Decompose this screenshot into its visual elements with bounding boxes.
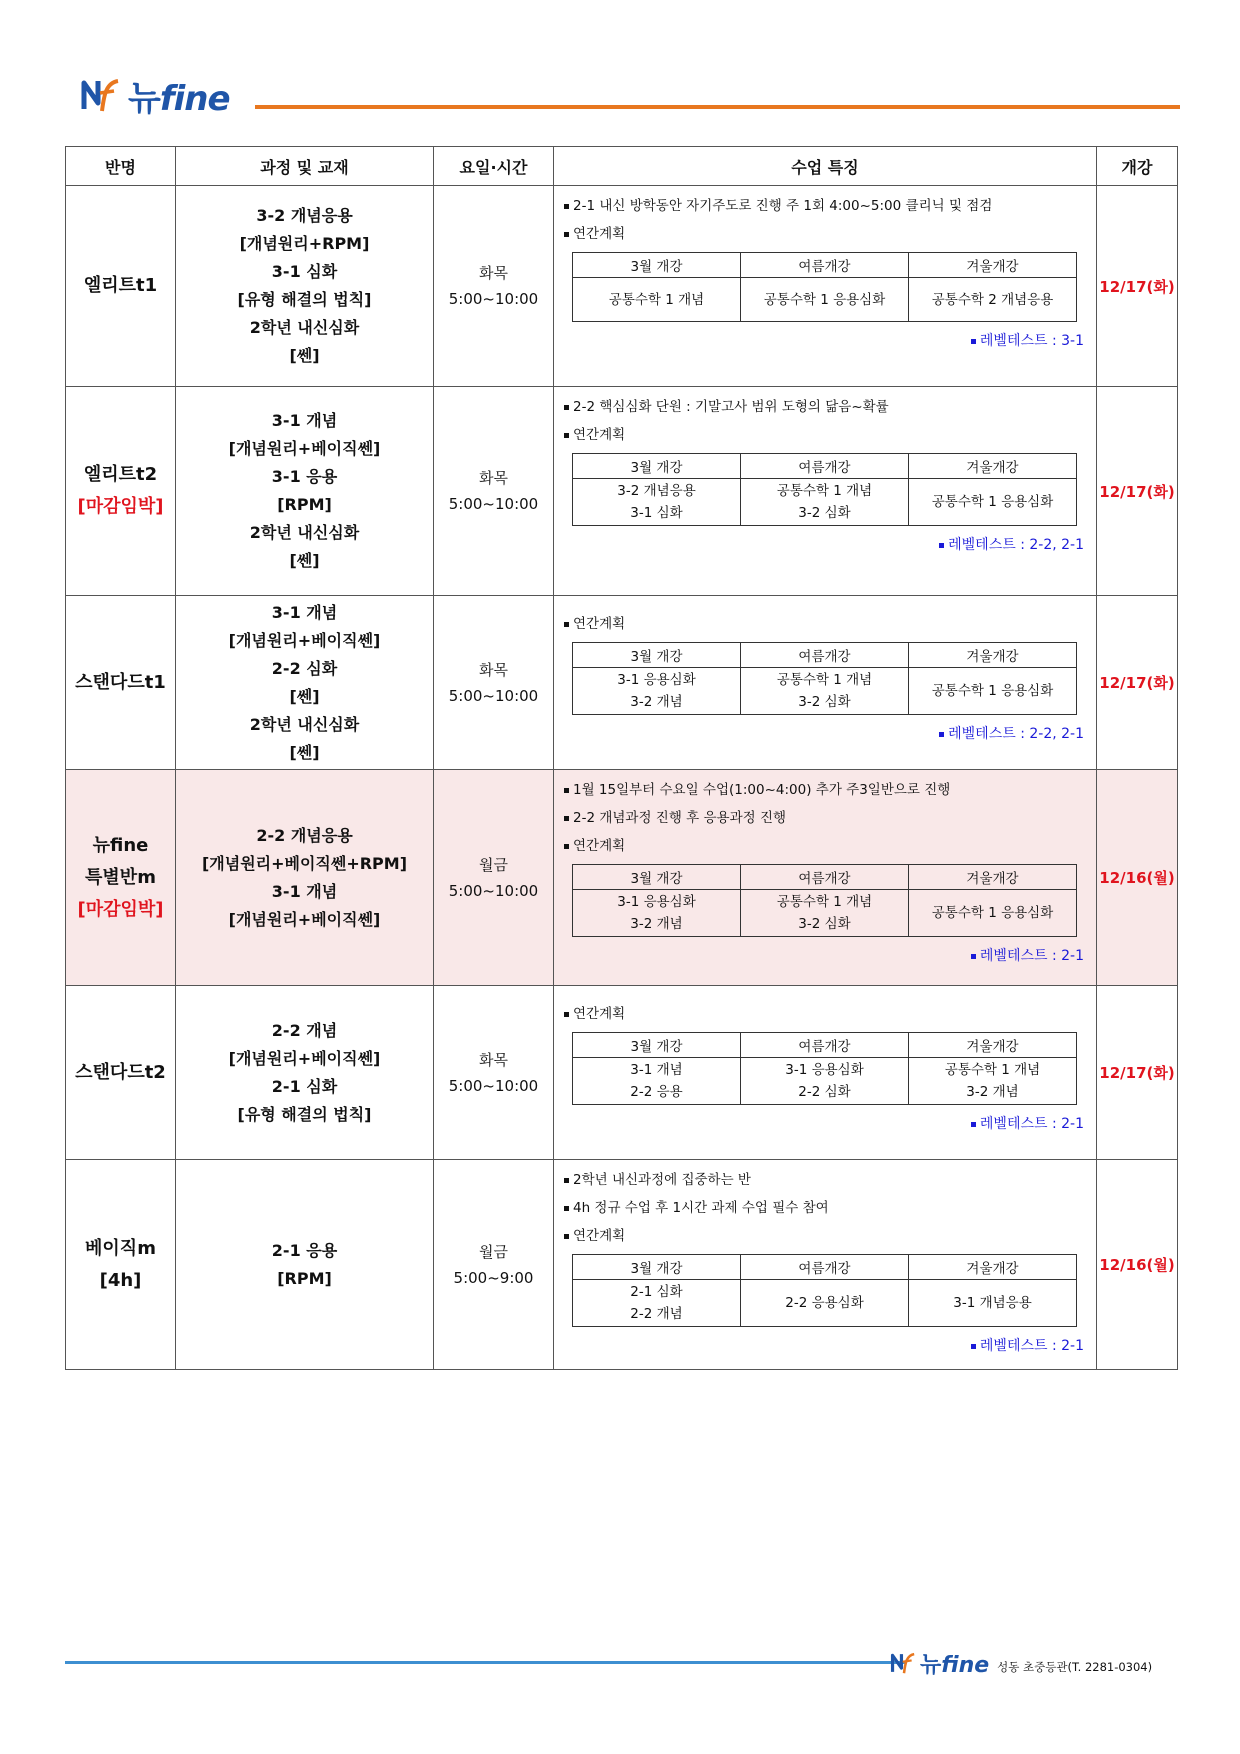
feature-item: 연간계획 [564,1000,1086,1028]
plan-header: 3월 개강 [573,643,741,668]
table-row [66,770,1178,986]
class-name: 엘리트t1 [83,275,158,296]
schedule-cell [434,596,554,770]
days: 화목 [479,264,508,282]
plan-header: 3월 개강 [573,865,741,890]
plan-cell: 3-1 개념응용 [909,1280,1077,1327]
plan-header: 겨울개강 [909,643,1077,668]
time: 5:00~10:00 [448,686,539,705]
course-line: 3-1 심화 [271,262,338,281]
brand-logo [80,70,230,120]
column-header: 요일·시간 [434,147,554,186]
days: 화목 [479,1050,508,1069]
course-line: 2-2 개념 [271,1020,338,1040]
nf-logo-icon [890,1649,918,1677]
course-line: [개념원리+베이직쎈+RPM] [201,853,408,873]
plan-cell: 공통수학 1 개념 3-2 심화 [741,668,909,715]
features-cell [554,1160,1097,1370]
class-name: 특별반m [85,866,156,888]
course-line: 3-1 응용 [271,467,338,486]
table-row [66,186,1178,387]
course-line: 2-2 개념응용 [256,825,353,845]
course-cell [176,770,434,986]
feature-item: 2학년 내신과정에 집중하는 반 [564,1166,1086,1194]
course-line: 3-2 개념응용 [256,206,353,225]
plan-cell: 3-1 개념 2-2 응용 [573,1058,741,1105]
level-test: 레벨테스트 : 2-1 [564,1335,1086,1355]
bullet-icon [971,339,976,344]
bullet-icon [971,1122,976,1127]
course-line: [유형 해결의 법칙] [237,290,372,309]
brand-name: 뉴fine [128,78,230,119]
feature-item: 연간계획 [564,421,1086,449]
plan-cell: 공통수학 2 개념응용 [909,278,1077,322]
plan-header: 겨울개강 [909,1033,1077,1058]
plan-cell: 공통수학 1 응용심화 [909,479,1077,526]
annual-plan-table [572,252,1077,322]
column-header: 반명 [66,147,176,186]
branch-contact: 성동 초중등관(T. 2281-0304) [997,1660,1153,1674]
days: 화목 [479,469,508,487]
bullet-icon [971,1344,976,1349]
plan-header: 3월 개강 [573,454,741,479]
course-cell [176,387,434,596]
column-header: 개강 [1097,147,1178,186]
plan-cell: 2-2 응용심화 [741,1280,909,1327]
bullet-icon [564,1178,569,1183]
level-test: 레벨테스트 : 2-2, 2-1 [564,534,1086,554]
plan-header: 여름개강 [741,643,909,668]
table-row [66,596,1178,770]
level-test: 레벨테스트 : 2-1 [564,1113,1086,1133]
course-line: 3-1 개념 [271,411,338,430]
open-date: 12/16(월) [1097,770,1178,986]
plan-cell: 공통수학 1 개념 3-2 심화 [741,890,909,937]
level-test: 레벨테스트 : 3-1 [564,330,1086,350]
course-line: [쎈] [289,551,320,570]
course-cell [176,596,434,770]
open-date: 12/17(화) [1097,986,1178,1160]
feature-item: 연간계획 [564,610,1086,638]
plan-cell: 공통수학 1 응용심화 [741,278,909,322]
feature-item: 2-1 내신 방학동안 자기주도로 진행 주 1회 4:00~5:00 클리닉 및 점검 [564,192,1086,220]
header-divider [255,105,1180,109]
course-line: 2-1 심화 [271,1076,338,1096]
course-line: 3-1 개념 [271,602,338,622]
class-name-cell [66,1160,176,1370]
plan-header: 겨울개강 [909,454,1077,479]
schedule-cell [434,387,554,596]
plan-header: 여름개강 [741,253,909,278]
bullet-icon [564,844,569,849]
class-name: 엘리트t2 [83,464,158,485]
plan-header: 여름개강 [741,454,909,479]
bullet-icon [564,1012,569,1017]
plan-header: 3월 개강 [573,1255,741,1280]
course-line: [개념원리+베이직쎈] [228,1048,381,1068]
course-line: [개념원리+베이직쎈] [228,630,381,650]
plan-header: 여름개강 [741,1255,909,1280]
table-row [66,986,1178,1160]
plan-cell: 공통수학 1 개념 3-2 개념 [909,1058,1077,1105]
bullet-icon [564,1206,569,1211]
plan-cell: 3-2 개념응용 3-1 심화 [573,479,741,526]
class-name-cell [66,596,176,770]
plan-header: 겨울개강 [909,865,1077,890]
annual-plan-table [572,642,1077,715]
course-line: [쎈] [289,686,320,706]
deadline-badge: [마감임박] [77,898,164,920]
feature-item: 4h 정규 수업 후 1시간 과제 수업 필수 참여 [564,1194,1086,1222]
column-header: 수업 특징 [554,147,1097,186]
bullet-icon [939,732,944,737]
course-line: [쎈] [289,742,320,762]
course-line: [RPM] [277,495,332,514]
features-cell [554,186,1097,387]
class-name-cell [66,387,176,596]
deadline-badge: [마감임박] [77,496,164,517]
plan-cell: 공통수학 1 개념 [573,278,741,322]
class-name-cell [66,986,176,1160]
time: 5:00~10:00 [448,495,539,513]
bullet-icon [564,622,569,627]
plan-cell: 2-1 심화 2-2 개념 [573,1280,741,1327]
feature-item: 2-2 핵심심화 단원 : 기말고사 범위 도형의 닮음~확률 [564,393,1086,421]
course-line: 2학년 내신심화 [249,318,360,337]
course-line: [개념원리+RPM] [239,234,370,253]
bullet-icon [564,1234,569,1239]
course-line: [개념원리+베이직쎈] [228,439,381,458]
course-line: [개념원리+베이직쎈] [228,909,381,929]
level-test: 레벨테스트 : 2-2, 2-1 [564,723,1086,743]
bullet-icon [971,954,976,959]
time: 5:00~9:00 [453,1268,534,1287]
plan-cell: 3-1 응용심화 3-2 개념 [573,668,741,715]
days: 월금 [479,855,508,874]
plan-header: 겨울개강 [909,1255,1077,1280]
bullet-icon [939,543,944,548]
class-name: 스탠다드t1 [75,671,166,693]
course-cell [176,986,434,1160]
level-test: 레벨테스트 : 2-1 [564,945,1086,965]
class-name: 뉴fine [92,834,149,856]
page-header [80,70,1180,120]
bullet-icon [564,204,569,209]
open-date: 12/17(화) [1097,387,1178,596]
schedule-cell [434,1160,554,1370]
plan-header: 여름개강 [741,865,909,890]
footer-brand-name: 뉴fine [920,1652,990,1678]
features-cell [554,387,1097,596]
course-cell [176,1160,434,1370]
bullet-icon [564,405,569,410]
open-date: 12/16(월) [1097,1160,1178,1370]
plan-cell: 공통수학 1 응용심화 [909,890,1077,937]
course-line: [유형 해결의 법칙] [237,1104,372,1124]
course-line: 2-1 응용 [271,1240,338,1260]
plan-cell: 공통수학 1 응용심화 [909,668,1077,715]
class-name: 베이직m [85,1237,156,1259]
course-cell [176,186,434,387]
open-date: 12/17(화) [1097,596,1178,770]
class-name: [4h] [99,1269,142,1291]
time: 5:00~10:00 [448,881,539,900]
features-cell [554,770,1097,986]
days: 월금 [479,1242,508,1261]
schedule-cell [434,770,554,986]
column-header: 과정 및 교재 [176,147,434,186]
course-line: 2-2 심화 [271,658,338,678]
table-row [66,1160,1178,1370]
course-line: 2학년 내신심화 [249,714,360,734]
plan-header: 여름개강 [741,1033,909,1058]
features-cell [554,596,1097,770]
table-row [66,387,1178,596]
plan-header: 겨울개강 [909,253,1077,278]
class-schedule-table [65,146,1178,1370]
annual-plan-table [572,1254,1077,1327]
footer-divider [65,1661,905,1664]
table-header-row [66,147,1178,186]
nf-logo-icon [80,75,124,115]
annual-plan-table [572,1032,1077,1105]
bullet-icon [564,433,569,438]
feature-item: 연간계획 [564,832,1086,860]
plan-cell: 공통수학 1 개념 3-2 심화 [741,479,909,526]
open-date: 12/17(화) [1097,186,1178,387]
feature-item: 1월 15일부터 수요일 수업(1:00~4:00) 추가 주3일반으로 진행 [564,776,1086,804]
schedule-cell [434,186,554,387]
annual-plan-table [572,453,1077,526]
course-line: [RPM] [277,1268,332,1288]
plan-cell: 3-1 응용심화 2-2 심화 [741,1058,909,1105]
feature-item: 연간계획 [564,1222,1086,1250]
course-line: 2학년 내신심화 [249,523,360,542]
course-line: 3-1 개념 [271,881,338,901]
class-name-cell [66,770,176,986]
annual-plan-table [572,864,1077,937]
time: 5:00~10:00 [448,290,539,308]
feature-item: 연간계획 [564,220,1086,248]
page-footer [890,1645,1152,1681]
bullet-icon [564,232,569,237]
feature-item: 2-2 개념과정 진행 후 응용과정 진행 [564,804,1086,832]
class-name-cell [66,186,176,387]
bullet-icon [564,816,569,821]
plan-header: 3월 개강 [573,253,741,278]
days: 화목 [479,660,508,679]
plan-header: 3월 개강 [573,1033,741,1058]
course-line: [쎈] [289,346,320,365]
class-name: 스탠다드t2 [75,1061,166,1083]
features-cell [554,986,1097,1160]
time: 5:00~10:00 [448,1076,539,1095]
bullet-icon [564,788,569,793]
schedule-cell [434,986,554,1160]
plan-cell: 3-1 응용심화 3-2 개념 [573,890,741,937]
